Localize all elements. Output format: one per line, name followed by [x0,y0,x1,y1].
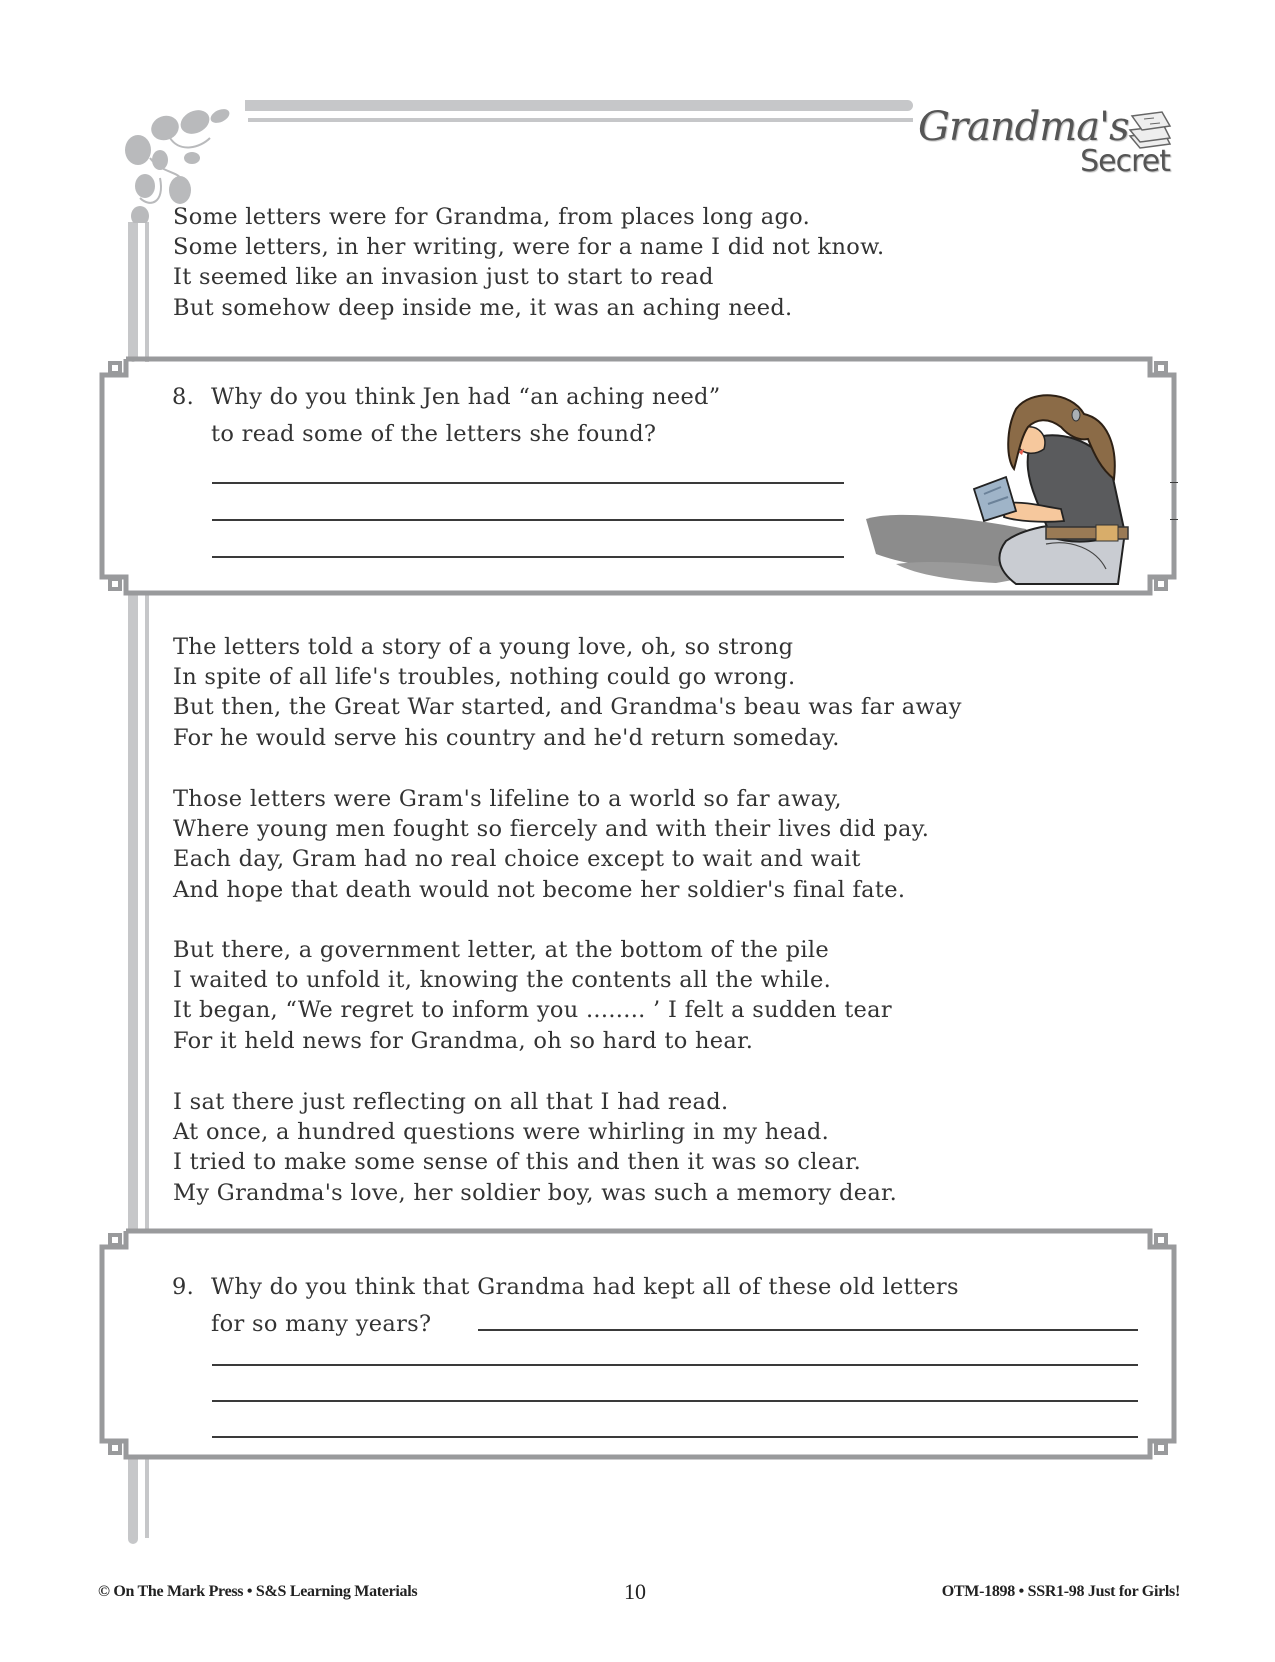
poem-line: It seemed like an invasion just to start to read [173,264,714,291]
question-line-2: for so many years? [211,1311,432,1337]
question-number: 9. [172,1274,195,1300]
greek-key-frame [98,1227,1180,1461]
poem-line: It began, “We regret to inform you ........ ’ I felt a sudden tear [173,997,892,1024]
page-footer [0,1575,1275,1615]
header-rule-thick [245,100,913,111]
answer-line-2[interactable] [212,1364,1138,1366]
poem-line: I sat there just reflecting on all that I had read. [173,1089,729,1115]
answer-line-1[interactable] [212,482,844,484]
poem-stanza [173,1087,897,1208]
question-8-text [172,379,721,453]
page-number: 10 [624,1579,646,1604]
poem-stanza [173,632,962,753]
poem-line: Those letters were Gram's lifeline to a world so far away, [173,786,842,812]
question-8-box [98,355,1180,597]
poem-stanza [173,935,892,1056]
footer-product-code: OTM-1898 • SSR1-98 Just for Girls! [941,1583,1180,1600]
question-9-box [98,1227,1180,1461]
poem-line: Some letters were for Grandma, from places long ago. [173,204,811,230]
left-rail-decoration-thin [145,222,149,362]
poem-line: At once, a hundred questions were whirling in my head. [173,1119,830,1146]
poem-line: For it held news for Grandma, oh so hard to hear. [173,1027,754,1054]
poem-line: For he would serve his country and he'd return someday. [173,724,840,751]
answer-line-3[interactable] [212,1400,1138,1402]
question-line-2: to read some of the letters she found? [211,421,657,447]
poem-line: But then, the Great War started, and Grandma's beau was far away [173,694,962,721]
poem-line: The letters told a story of a young love, oh, so strong [173,634,794,660]
footer-copyright: © On The Mark Press • S&S Learning Materials [98,1583,418,1600]
left-rail-decoration [128,593,138,1233]
question-9-text [172,1269,959,1343]
poem-line: But there, a government letter, at the bottom of the pile [173,937,829,963]
left-rail-decoration-thin [145,1456,149,1538]
poem-stanza [173,784,929,905]
answer-line-margin [1170,482,1178,483]
poem-line: Each day, Gram had no real choice except to wait and wait [173,846,861,873]
answer-line-1[interactable] [478,1329,1138,1331]
logo-secret-text: Secret [1080,144,1170,179]
girl-reading-letter-illustration [856,369,1146,587]
question-line-1: Why do you think Jen had “an aching need” [211,384,721,410]
answer-line-2[interactable] [212,519,844,521]
poem-line: I waited to unfold it, knowing the contents all the while. [173,967,832,994]
header-rule-thin [248,118,913,122]
poem-line: And hope that death would not become her soldier's final fate. [173,876,906,903]
question-line-1: Why do you think that Grandma had kept all of these old letters [211,1274,959,1300]
question-number: 8. [172,384,195,410]
poem-line: My Grandma's love, her soldier boy, was such a memory dear. [173,1179,898,1206]
poem-line: In spite of all life's troubles, nothing could go wrong. [173,664,796,691]
poem-line: But somehow deep inside me, it was an aching need. [173,294,793,321]
answer-line-4[interactable] [212,1436,1138,1438]
answer-line-margin [1170,519,1178,520]
poem-stanza [173,202,884,323]
poem-line: I tried to make some sense of this and then it was so clear. [173,1149,862,1176]
answer-line-3[interactable] [212,556,844,558]
logo-script-text: Grandma's [918,104,1129,150]
poem-line: Where young men fought so fiercely and with their lives did pay. [173,816,930,843]
poem-line: Some letters, in her writing, were for a name I did not know. [173,234,885,261]
left-rail-decoration [128,1456,138,1544]
left-rail-decoration-thin [145,593,149,1233]
grandmas-secret-logo [918,104,1178,186]
left-rail-decoration [128,222,138,362]
